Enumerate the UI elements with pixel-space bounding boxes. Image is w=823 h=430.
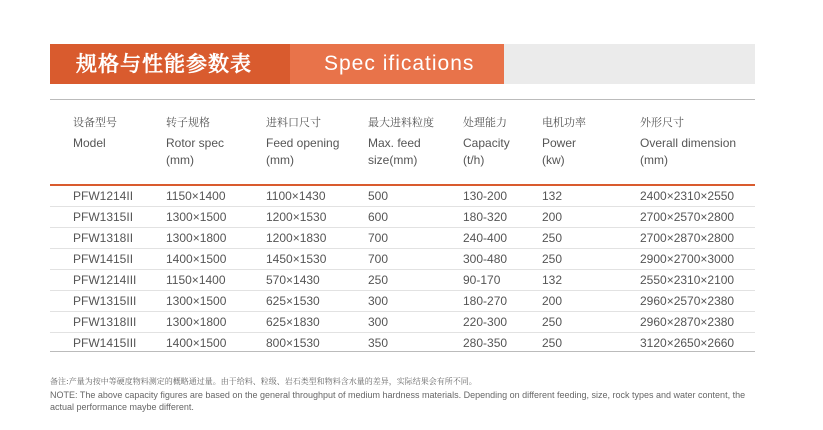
table-row — [50, 207, 755, 228]
column-header-cn: 外形尺寸 — [640, 116, 684, 129]
table-cell: 1400×1500 — [166, 336, 227, 350]
table-cell: 570×1430 — [266, 273, 320, 287]
column-header — [640, 114, 736, 169]
table-cell: 220-300 — [463, 315, 508, 329]
table-cell: 800×1530 — [266, 336, 320, 350]
table-cell: 2900×2700×3000 — [640, 252, 735, 266]
table-cell: 500 — [368, 189, 389, 203]
table-row — [50, 270, 755, 291]
table-cell: 180-320 — [463, 210, 508, 224]
column-header-en: Model — [73, 136, 106, 150]
table-cell: 200 — [542, 210, 563, 224]
column-header-en: (mm) — [166, 153, 194, 167]
column-header-en: size(mm) — [368, 153, 418, 167]
table-cell: 625×1830 — [266, 315, 320, 329]
table-cell: 2700×2870×2800 — [640, 231, 735, 245]
table-cell: 1150×1400 — [166, 273, 226, 287]
table-cell: 1300×1500 — [166, 294, 227, 308]
table-row — [50, 312, 755, 333]
column-header — [368, 114, 434, 169]
table-cell: 600 — [368, 210, 389, 224]
note-en: NOTE: The above capacity figures are based on the general throughput of medium hardness materials. Depending on different feeding, size, rock types and water content, the actual performance maybe different. — [50, 390, 746, 412]
column-header-en: (t/h) — [463, 153, 485, 167]
table-cell: 250 — [542, 252, 563, 266]
column-header-cn: 进料口尺寸 — [266, 116, 321, 129]
banner-title-cn: 规格与性能参数表 — [50, 44, 290, 84]
table-bottom-rule — [50, 351, 755, 352]
table-cell: 280-350 — [463, 336, 508, 350]
table-row — [50, 291, 755, 312]
column-header — [266, 114, 339, 169]
table-cell: 700 — [368, 252, 389, 266]
table-cell: 90-170 — [463, 273, 501, 287]
table-cell: 250 — [542, 231, 563, 245]
table-cell: 250 — [368, 273, 389, 287]
table-cell: 1200×1530 — [266, 210, 327, 224]
column-header-cn: 最大进料粒度 — [368, 116, 434, 129]
table-cell: 1150×1400 — [166, 189, 226, 203]
column-header — [73, 114, 117, 152]
table-cell: 2550×2310×2100 — [640, 273, 735, 287]
table-cell: 2400×2310×2550 — [640, 189, 735, 203]
table-cell: 1100×1430 — [266, 189, 326, 203]
column-header-en: Power — [542, 136, 577, 150]
column-header-cn: 处理能力 — [463, 116, 507, 129]
table-cell: 130-200 — [463, 189, 508, 203]
column-header-en: (mm) — [266, 153, 294, 167]
table-cell: 2960×2570×2380 — [640, 294, 735, 308]
table-row — [50, 249, 755, 270]
table-cell: 1300×1800 — [166, 315, 227, 329]
table-cell: 180-270 — [463, 294, 508, 308]
table-cell: PFW1318III — [73, 315, 137, 329]
column-header-en: Overall dimension — [640, 136, 737, 150]
table-cell: 700 — [368, 231, 389, 245]
table-row — [50, 228, 755, 249]
table-cell: 1300×1500 — [166, 210, 227, 224]
table-row — [50, 186, 755, 207]
column-header-en: (mm) — [640, 153, 668, 167]
table-cell: 240-400 — [463, 231, 508, 245]
table-cell: 2960×2870×2380 — [640, 315, 735, 329]
table-cell: PFW1214II — [73, 189, 134, 203]
table-cell: PFW1214III — [73, 273, 137, 287]
table-cell: 300-480 — [463, 252, 508, 266]
column-header-en: Max. feed — [368, 136, 421, 150]
column-header — [166, 114, 224, 169]
table-cell: 350 — [368, 336, 389, 350]
column-header-en: Capacity — [463, 136, 510, 150]
column-header-cn: 电机功率 — [542, 116, 586, 129]
column-header-en: Feed opening — [266, 136, 340, 150]
column-header-en: (kw) — [542, 153, 565, 167]
table-top-rule — [50, 99, 755, 100]
table-cell: 250 — [542, 336, 563, 350]
table-cell: 132 — [542, 273, 563, 287]
table-cell: 1450×1530 — [266, 252, 327, 266]
column-header — [463, 114, 510, 169]
column-header — [542, 114, 586, 169]
table-cell: 132 — [542, 189, 563, 203]
column-header-cn: 设备型号 — [73, 116, 117, 129]
table-cell: PFW1415III — [73, 336, 137, 350]
table-cell: 300 — [368, 315, 389, 329]
table-cell: PFW1415II — [73, 252, 134, 266]
table-cell: PFW1315II — [73, 210, 134, 224]
table-cell: 250 — [542, 315, 563, 329]
table-cell: 3120×2650×2660 — [640, 336, 735, 350]
table-cell: 1200×1830 — [266, 231, 327, 245]
table-cell: 2700×2570×2800 — [640, 210, 735, 224]
table-cell: 1300×1800 — [166, 231, 227, 245]
banner-title-en: Spec ifications — [290, 44, 504, 84]
table-cell: 1400×1500 — [166, 252, 227, 266]
column-header-en: Rotor spec — [166, 136, 225, 150]
note-cn: 备注:产量为按中等硬度物料测定的概略通过量。由于给料、粒级、岩石类型和物料含水量的差异，实际结果会有所不同。 — [50, 377, 477, 386]
table-cell: 300 — [368, 294, 389, 308]
table-cell: 200 — [542, 294, 563, 308]
column-header-cn: 转子规格 — [166, 116, 210, 129]
table-cell: PFW1318II — [73, 231, 134, 245]
table-cell: 625×1530 — [266, 294, 320, 308]
table-cell: PFW1315III — [73, 294, 137, 308]
